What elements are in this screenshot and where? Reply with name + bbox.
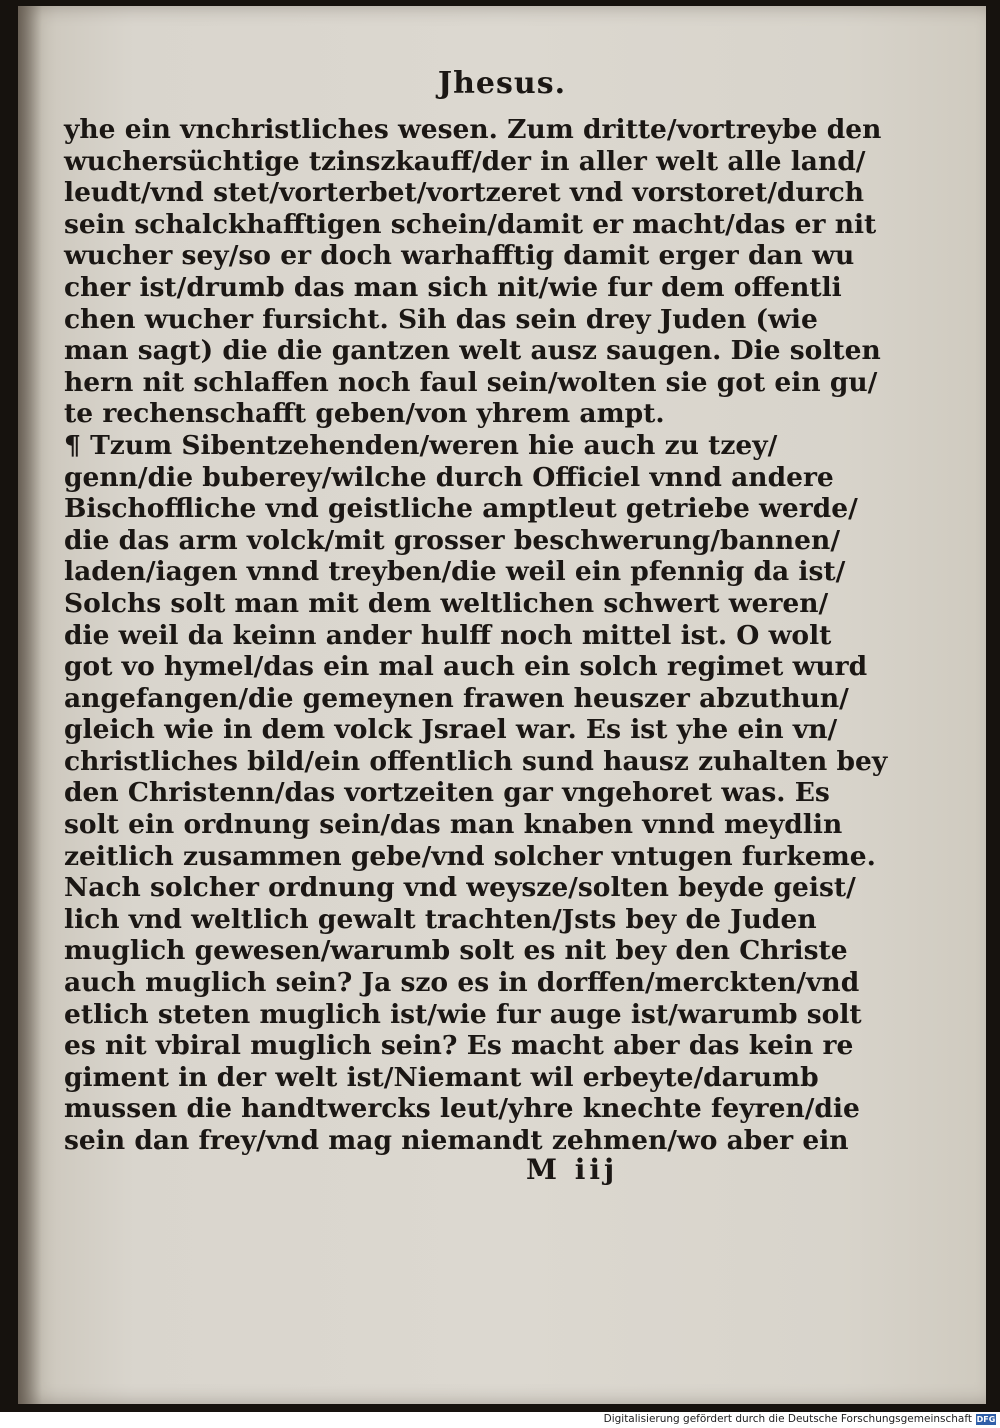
footer-bar	[0, 1412, 1000, 1428]
text-line: etlich steten muglich ist/wie fur auge ist/warumb solt	[64, 998, 862, 1030]
text-line: chen wucher fursicht. Sih das sein drey Juden (wie	[64, 303, 818, 335]
page-signature: M iij	[526, 1153, 619, 1186]
text-line: hern nit schlaffen noch faul sein/wolten sie got ein gu/	[64, 366, 878, 398]
text-line: Nach solcher ordnung vnd weysze/solten beyde geist/	[64, 872, 856, 904]
text-line: ¶ Tzum Sibentzehenden/weren hie auch zu tzey/	[64, 429, 778, 461]
page-spine-shadow	[18, 6, 42, 1404]
text-line: te rechenschafft geben/von yhrem ampt.	[64, 398, 665, 430]
text-block	[64, 114, 888, 1157]
footer-credit: Digitalisierung gefördert durch die Deutsche Forschungsgemeinschaft	[603, 1413, 972, 1425]
book-page	[18, 6, 986, 1404]
text-line: yhe ein vnchristliches wesen. Zum dritte/vortreybe den	[64, 114, 882, 145]
text-line: leudt/vnd stet/vorterbet/vortzeret vnd vorstoret/durch	[64, 177, 865, 209]
text-line: sein dan frey/vnd mag niemandt zehmen/wo aber ein	[64, 1125, 849, 1156]
text-line: sein schalckhafftigen schein/damit er macht/das er nit	[64, 208, 877, 240]
text-line: angefangen/die gemeynen frawen heuszer abzuthun/	[64, 682, 849, 714]
text-line: mussen die handtwercks leut/yhre knechte feyren/die	[64, 1093, 860, 1125]
text-line: giment in der welt ist/Niemant wil erbeyte/darumb	[64, 1061, 819, 1093]
page-header: Jhesus.	[437, 66, 567, 101]
text-line: auch muglich sein? Ja szo es in dorffen/merckten/vnd	[64, 967, 860, 999]
text-line: solt ein ordnung sein/das man knaben vnnd meydlin	[64, 809, 843, 841]
text-line: christliches bild/ein offentlich sund hausz zuhalten bey	[64, 745, 888, 777]
dfg-logo-icon: DFG	[976, 1415, 996, 1424]
text-line: laden/iagen vnnd treyben/die weil ein pfennig da ist/	[64, 556, 846, 588]
text-line: es nit vbiral muglich sein? Es macht aber das kein re	[64, 1030, 854, 1062]
text-line: zeitlich zusammen gebe/vnd solcher vntugen furkeme.	[64, 840, 876, 872]
text-line: muglich gewesen/warumb solt es nit bey den Christe	[64, 935, 848, 967]
text-line: die weil da keinn ander hulff noch mittel ist. O wolt	[64, 619, 832, 651]
text-line: wucher sey/so er doch warhafftig damit erger dan wu	[64, 240, 855, 272]
text-line: gleich wie in dem volck Jsrael war. Es ist yhe ein vn/	[64, 714, 838, 746]
text-line: Solchs solt man mit dem weltlichen schwert weren/	[64, 587, 829, 619]
text-line: man sagt) die die gantzen welt ausz saugen. Die solten	[64, 335, 881, 367]
text-line: lich vnd weltlich gewalt trachten/Jsts bey de Juden	[64, 903, 817, 935]
text-line: den Christenn/das vortzeiten gar vngehoret was. Es	[64, 777, 830, 809]
text-line: got vo hymel/das ein mal auch ein solch regimet wurd	[64, 651, 868, 683]
text-line: wuchersüchtige tzinszkauff/der in aller welt alle land/	[64, 145, 866, 177]
text-line: die das arm volck/mit grosser beschwerung/bannen/	[64, 524, 840, 556]
text-line: genn/die buberey/wilche durch Officiel vnnd andere	[64, 461, 834, 493]
text-line: Bischoffliche vnd geistliche amptleut getriebe werde/	[64, 493, 858, 525]
text-line: cher ist/drumb das man sich nit/wie fur dem offentli	[64, 271, 842, 303]
